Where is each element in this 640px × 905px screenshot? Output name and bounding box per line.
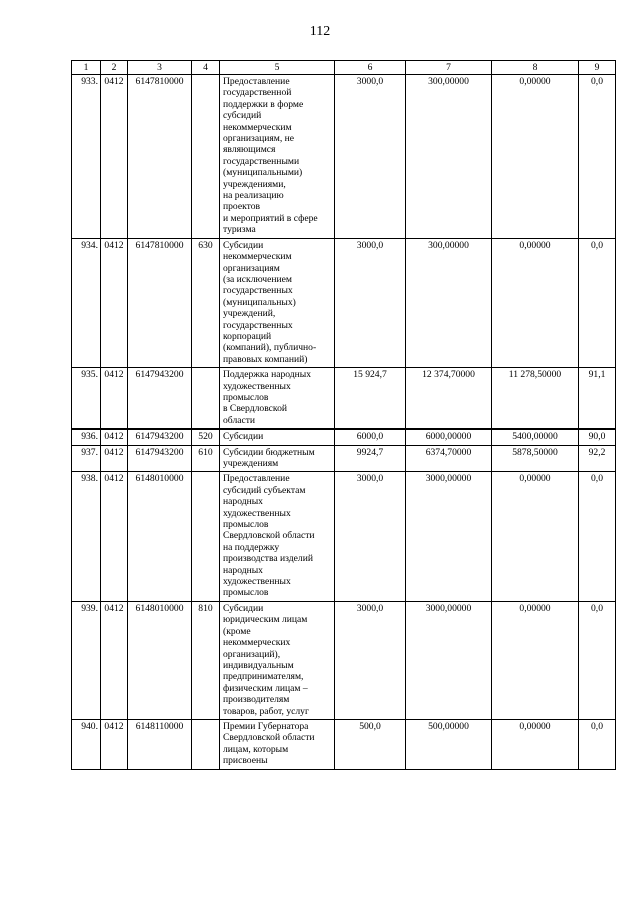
- amount-col7-cell: 12 374,70000: [406, 368, 492, 430]
- percent-cell: 0,0: [579, 719, 616, 769]
- table-row: [72, 238, 616, 367]
- header-row: [72, 61, 616, 75]
- amount-col8-cell: 0,00000: [492, 601, 579, 719]
- item-name-cell: Предоставление государственной поддержки в форме субсидий некоммерческим организациям, не являющимся государственными (муниципальными) учреждениями, на реализацию проектов и мероприятий в сфере туризма: [220, 75, 335, 239]
- budget-table: [71, 60, 616, 770]
- amount-col6-cell: 3000,0: [335, 601, 406, 719]
- expense-type-cell: 610: [192, 445, 220, 472]
- row-number-cell: 938.: [72, 472, 101, 601]
- percent-cell: 92,2: [579, 445, 616, 472]
- percent-cell: 0,0: [579, 75, 616, 239]
- expense-type-cell: [192, 719, 220, 769]
- amount-col6-cell: 15 924,7: [335, 368, 406, 430]
- section-code-cell: 0412: [101, 429, 128, 445]
- percent-cell: 0,0: [579, 472, 616, 601]
- page-number: 112: [309, 24, 331, 39]
- item-name-cell: Премии Губернатора Свердловской области лицам, которым присвоены: [220, 719, 335, 769]
- header-cell: 7: [406, 61, 492, 75]
- section-code-cell: 0412: [101, 601, 128, 719]
- header-cell: 6: [335, 61, 406, 75]
- article-code-cell: 6147810000: [128, 238, 192, 367]
- section-code-cell: 0412: [101, 719, 128, 769]
- item-name-cell: Субсидии: [220, 429, 335, 445]
- amount-col6-cell: 6000,0: [335, 429, 406, 445]
- amount-col8-cell: 0,00000: [492, 472, 579, 601]
- section-code-cell: 0412: [101, 472, 128, 601]
- amount-col8-cell: 0,00000: [492, 75, 579, 239]
- section-code-cell: 0412: [101, 238, 128, 367]
- row-number-cell: 940.: [72, 719, 101, 769]
- amount-col7-cell: 6374,70000: [406, 445, 492, 472]
- amount-col7-cell: 300,00000: [406, 75, 492, 239]
- table-row: [72, 445, 616, 472]
- expense-type-cell: 810: [192, 601, 220, 719]
- row-number-cell: 935.: [72, 368, 101, 430]
- percent-cell: 91,1: [579, 368, 616, 430]
- table-row: [72, 75, 616, 239]
- amount-col6-cell: 3000,0: [335, 75, 406, 239]
- amount-col7-cell: 500,00000: [406, 719, 492, 769]
- section-code-cell: 0412: [101, 368, 128, 430]
- amount-col6-cell: 3000,0: [335, 238, 406, 367]
- expense-type-cell: [192, 75, 220, 239]
- item-name-cell: Предоставление субсидий субъектам народных художественных промыслов Свердловской области на поддержку производства изделий народных художественных промыслов: [220, 472, 335, 601]
- article-code-cell: 6148010000: [128, 601, 192, 719]
- article-code-cell: 6147810000: [128, 75, 192, 239]
- percent-cell: 90,0: [579, 429, 616, 445]
- table-row: [72, 601, 616, 719]
- amount-col7-cell: 3000,00000: [406, 601, 492, 719]
- amount-col6-cell: 500,0: [335, 719, 406, 769]
- amount-col7-cell: 3000,00000: [406, 472, 492, 601]
- article-code-cell: 6147943200: [128, 445, 192, 472]
- header-cell: 9: [579, 61, 616, 75]
- header-cell: 8: [492, 61, 579, 75]
- amount-col8-cell: 0,00000: [492, 238, 579, 367]
- article-code-cell: 6148110000: [128, 719, 192, 769]
- header-cell: 4: [192, 61, 220, 75]
- header-cell: 2: [101, 61, 128, 75]
- amount-col8-cell: 5400,00000: [492, 429, 579, 445]
- article-code-cell: 6147943200: [128, 429, 192, 445]
- row-number-cell: 939.: [72, 601, 101, 719]
- article-code-cell: 6147943200: [128, 368, 192, 430]
- amount-col8-cell: 11 278,50000: [492, 368, 579, 430]
- amount-col6-cell: 3000,0: [335, 472, 406, 601]
- item-name-cell: Субсидии юридическим лицам (кроме некоммерческих организаций), индивидуальным предпринимателям, физическим лицам – производителям товаров, работ, услуг: [220, 601, 335, 719]
- header-cell: 1: [72, 61, 101, 75]
- amount-col7-cell: 300,00000: [406, 238, 492, 367]
- table-row: [72, 368, 616, 430]
- section-code-cell: 0412: [101, 75, 128, 239]
- item-name-cell: Поддержка народных художественных промыслов в Свердловской области: [220, 368, 335, 430]
- table-row: [72, 719, 616, 769]
- expense-type-cell: 630: [192, 238, 220, 367]
- section-code-cell: 0412: [101, 445, 128, 472]
- row-number-cell: 936.: [72, 429, 101, 445]
- row-number-cell: 934.: [72, 238, 101, 367]
- amount-col6-cell: 9924,7: [335, 445, 406, 472]
- item-name-cell: Субсидии некоммерческим организациям (за исключением государственных (муниципальных) учреждений, государственных корпораций (компаний), публично- правовых компаний): [220, 238, 335, 367]
- table-row: [72, 472, 616, 601]
- expense-type-cell: 520: [192, 429, 220, 445]
- expense-type-cell: [192, 472, 220, 601]
- table-row: [72, 429, 616, 445]
- article-code-cell: 6148010000: [128, 472, 192, 601]
- header-cell: 5: [220, 61, 335, 75]
- row-number-cell: 937.: [72, 445, 101, 472]
- amount-col7-cell: 6000,00000: [406, 429, 492, 445]
- amount-col8-cell: 5878,50000: [492, 445, 579, 472]
- row-number-cell: 933.: [72, 75, 101, 239]
- item-name-cell: Субсидии бюджетным учреждениям: [220, 445, 335, 472]
- expense-type-cell: [192, 368, 220, 430]
- percent-cell: 0,0: [579, 601, 616, 719]
- header-cell: 3: [128, 61, 192, 75]
- percent-cell: 0,0: [579, 238, 616, 367]
- amount-col8-cell: 0,00000: [492, 719, 579, 769]
